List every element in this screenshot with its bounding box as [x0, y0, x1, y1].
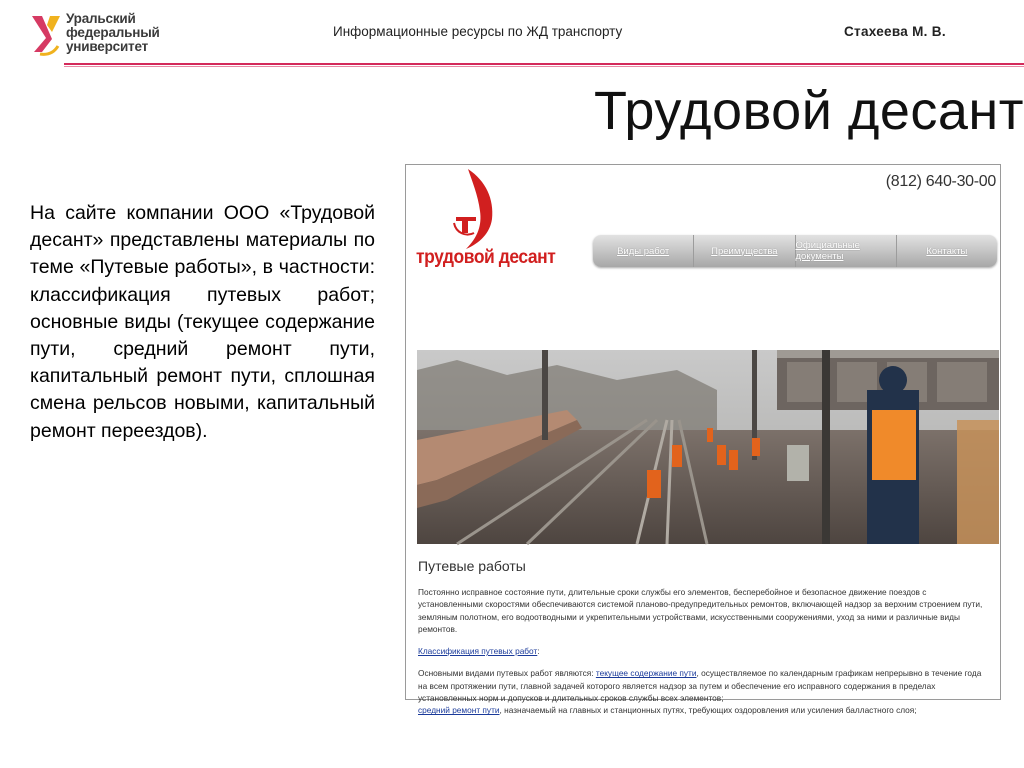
- site-logo: [416, 167, 566, 275]
- university-logo: [30, 10, 170, 60]
- link-medium-repair[interactable]: средний ремонт пути: [418, 705, 500, 716]
- railway-work-photo-image: [417, 350, 999, 544]
- logo-line: федеральный: [66, 25, 160, 40]
- link-classification[interactable]: Классификация путевых работ: [418, 646, 538, 657]
- site-paragraph-intro: Постоянно исправное состояние пути, длительные сроки службы его элементов, бесперебойное и безопасное движение поездов с установленными скоростями обеспечиваются системой планово-предупредительных ремонтов, включающей надзор за верхним строением пути, земляным полотном, его водоотводными и укрепительными устройствами, искусственными сооружениями, уход за ними и различные виды ремонтов.: [418, 587, 983, 634]
- link-current-maintenance[interactable]: текущее содержание пути: [595, 668, 697, 679]
- header-title: Информационные ресурсы по ЖД транспорту: [333, 24, 623, 39]
- spacer: [418, 635, 988, 645]
- logo-line: университет: [66, 39, 148, 54]
- site-nav-contacts[interactable]: Контакты: [926, 245, 968, 257]
- site-logo-swoosh-icon: [416, 167, 566, 251]
- site-logo-text: трудовой десант: [416, 247, 556, 268]
- colon: :: [537, 646, 540, 657]
- header-divider: [64, 63, 1024, 65]
- paragraph-text: Основными видами путевых работ являются:: [418, 668, 596, 679]
- site-phone: (812) 640-30-00: [885, 173, 996, 190]
- logo-line: Уральский: [66, 11, 136, 26]
- website-screenshot: [405, 164, 1001, 716]
- header-author: Стахеева М. В.: [844, 24, 946, 39]
- paragraph-text: , назначаемый на главных и станционных путях, требующих оздоровления или усиления балластного слоя;: [499, 705, 917, 716]
- site-paragraph-medium: [418, 704, 988, 716]
- university-logo-mark-icon: [30, 12, 64, 56]
- site-classification-line: [418, 645, 988, 657]
- site-nav-official-documents[interactable]: Официальные документы: [796, 235, 897, 267]
- spacer: [418, 657, 988, 667]
- site-nav-bar: [593, 235, 997, 267]
- university-logo-text: [66, 12, 160, 54]
- paragraph-text: , осуществляемое по календарным графикам непрерывно в течение года на всем протяжении пути, главной задачей которого является надзор за путем и обеспечение его исправного содержания в пределах установленных норм и допусков и длительных сроков службы всех элементов;: [418, 668, 982, 704]
- railway-work-photo: [417, 350, 999, 544]
- slide-body-text: На сайте компании ООО «Трудовой десант» представлены материалы по теме «Путевые работы», в частности: классификация путевых работ; основные виды (текущее содержание пути, средний ремонт пути, капитальный ремонт пути, сплошная смена рельсов новыми, капитальный ремонт переездов).: [30, 202, 375, 442]
- site-article: [418, 586, 988, 717]
- header-divider-secondary: [64, 66, 1024, 67]
- site-paragraph-types: [418, 667, 988, 704]
- slide-title: Трудовой десант: [593, 81, 1024, 141]
- site-nav-types-of-work[interactable]: Виды работ: [593, 235, 694, 267]
- site-heading: Путевые работы: [418, 558, 526, 574]
- site-nav-advantages[interactable]: Преимущества: [694, 235, 795, 267]
